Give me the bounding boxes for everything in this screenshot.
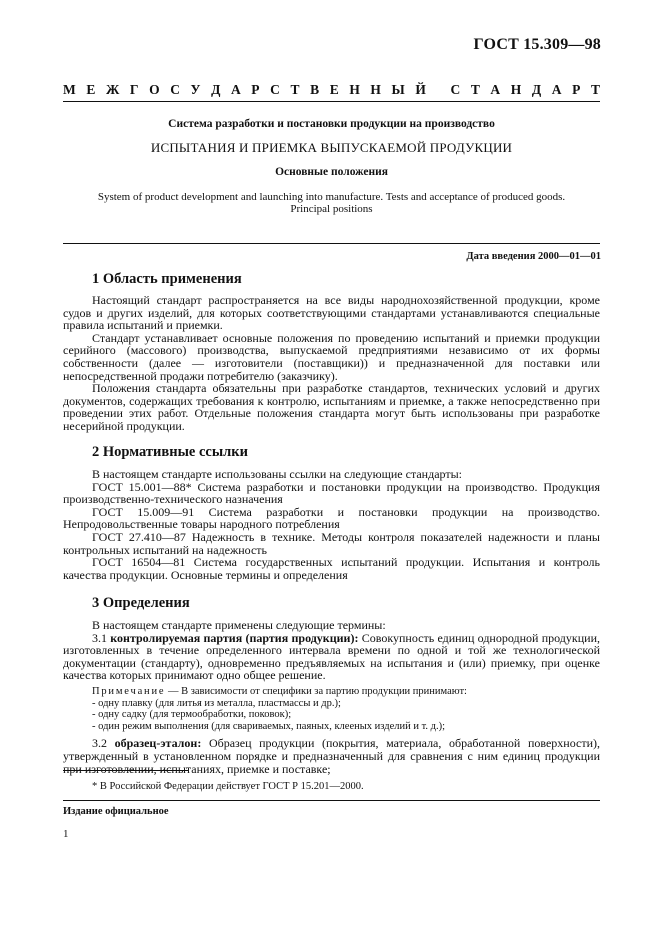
document-subtitle: Основные положения xyxy=(275,166,388,178)
note-block xyxy=(63,686,600,732)
banner-letter: Р xyxy=(251,82,260,97)
banner-gap xyxy=(437,82,440,98)
banner-letter: С xyxy=(270,82,280,97)
gost-number: ГОСТ 15.309—98 xyxy=(473,36,601,53)
interstate-standard-banner xyxy=(63,82,600,98)
banner-letter: Е xyxy=(86,82,96,97)
banner-letter: У xyxy=(190,82,201,97)
banner-letter: В xyxy=(310,82,320,97)
banner-letter: Ж xyxy=(105,82,120,97)
note-text: — В зависимости от специфики за партию продукции принимают: xyxy=(167,685,467,697)
definition-term: контролируемая партия (партия продукции): xyxy=(110,630,359,645)
banner-letter: Р xyxy=(572,82,581,97)
definition-3-1 xyxy=(63,632,600,682)
banner-letter: А xyxy=(490,82,501,97)
english-title-line: System of product development and launching into manufacture. Tests and acceptance of produced goods. xyxy=(97,191,566,203)
banner-letter: Г xyxy=(129,82,139,97)
footnote: * В Российской Федерации действует ГОСТ Р 15.201—2000. xyxy=(92,781,364,792)
page-number: 1 xyxy=(63,828,69,840)
reference-item: ГОСТ 15.001—88* Система разработки и постановки продукции на производство. Продукция производственно-технического назначения xyxy=(63,479,600,507)
footer-rule xyxy=(63,800,600,801)
banner-letter: Т xyxy=(290,82,300,97)
introduction-date: Дата введения 2000—01—01 xyxy=(466,251,601,262)
footnote-rule xyxy=(63,770,188,771)
banner-letter: Т xyxy=(590,82,600,97)
banner-letter: С xyxy=(170,82,180,97)
paragraph: Настоящий стандарт распространяется на все виды народнохозяйственной продукции, кроме судов и других изделий, для которых соответствующими стандартами устанавливаются специальные правила испытаний и приемки. xyxy=(63,293,600,333)
note-item: - одну садку (для термообработки, поковок); xyxy=(92,709,292,721)
english-title xyxy=(63,191,600,215)
section2-body xyxy=(63,468,600,581)
banner-letter: С xyxy=(450,82,461,97)
banner-letter: О xyxy=(149,82,160,97)
definition-text: Совокупность единиц однородной продукции, изготовленных в течение определенного интервала времени по одной и той же технологической документации (стандарту), одновременно предъявляемых на испытания и (или) приемку, при оценке качества которых принимают одно общее решение. xyxy=(63,630,601,683)
definition-text: Образец продукции (покрытия, материала, обработанной поверхности), утвержденный в установленном порядке и предназначенный для сравнения с ним единиц продукции при изготовлении, испытаниях, приемке и поставке; xyxy=(63,736,601,776)
banner-letter: Д xyxy=(211,82,221,97)
reference-item: ГОСТ 15.009—91 Система разработки и постановки продукции на производство. Непродовольственные товары народного потребления xyxy=(63,504,600,532)
title-rule xyxy=(63,243,600,244)
section3-body xyxy=(63,619,600,775)
banner-letter: А xyxy=(230,82,241,97)
system-title: Система разработки и постановки продукции на производство xyxy=(168,118,495,130)
banner-letter: М xyxy=(63,82,76,97)
paragraph: В настоящем стандарте применены следующие термины: xyxy=(92,618,386,632)
reference-item: ГОСТ 16504—81 Система государственных испытаний продукции. Испытания и контроль качества продукции. Основные термины и определения xyxy=(63,555,600,582)
note-label: Примечание xyxy=(92,685,166,697)
banner-letter: Ы xyxy=(391,82,405,97)
banner-letter: Д xyxy=(531,82,542,97)
banner-letter: Н xyxy=(370,82,381,97)
banner-letter: Й xyxy=(415,82,426,97)
header-rule xyxy=(63,101,600,102)
definition-number: 3.2 xyxy=(92,736,107,751)
paragraph: Стандарт устанавливает основные положения по проведению испытаний и приемки продукции серийного (массового) производства, выпускаемой предприятиями независимо от их формы собственности (далее — изготовители (поставщики)) и предназначенной для поставки или непосредственной продажи потребителю (заказчику). xyxy=(63,330,600,383)
note-item: - одну плавку (для литья из металла, пластмассы и др.); xyxy=(92,697,341,709)
paragraph: В настоящем стандарте использованы ссылки на следующие стандарты: xyxy=(92,467,463,481)
document-title: ИСПЫТАНИЯ И ПРИЕМКА ВЫПУСКАЕМОЙ ПРОДУКЦИИ xyxy=(150,140,513,155)
edition-label: Издание официальное xyxy=(63,806,169,817)
paragraph: Положения стандарта обязательны при разработке стандартов, технических условий и других документов, содержащих требования к контролю, испытаниям и приемке, а также непосредственно при проведении этих работ. Отдельные положения стандарта могут быть использованы при разработке несерийной продукции. xyxy=(63,381,600,433)
banner-letter: Е xyxy=(329,82,339,97)
banner-letter: А xyxy=(551,82,562,97)
section1-body xyxy=(63,294,600,433)
definition-term: образец-эталон: xyxy=(114,736,202,751)
banner-letter: Н xyxy=(349,82,360,97)
reference-item: ГОСТ 27.410—87 Надежность в технике. Методы контроля показателей надежности и планы контрольных испытаний на надежность xyxy=(63,529,600,557)
note-line xyxy=(63,686,600,698)
section3-heading: 3 Определения xyxy=(92,595,190,611)
section1-heading: 1 Область применения xyxy=(92,271,242,287)
english-title-line: Principal positions xyxy=(290,203,373,215)
banner-letter: Т xyxy=(470,82,480,97)
banner-letter: Н xyxy=(510,82,522,97)
definition-number: 3.1 xyxy=(92,630,107,645)
note-item: - один режим выполнения (для свариваемых, паяных, клееных изделий и т. д.); xyxy=(92,720,446,732)
section2-heading: 2 Нормативные ссылки xyxy=(92,444,248,460)
